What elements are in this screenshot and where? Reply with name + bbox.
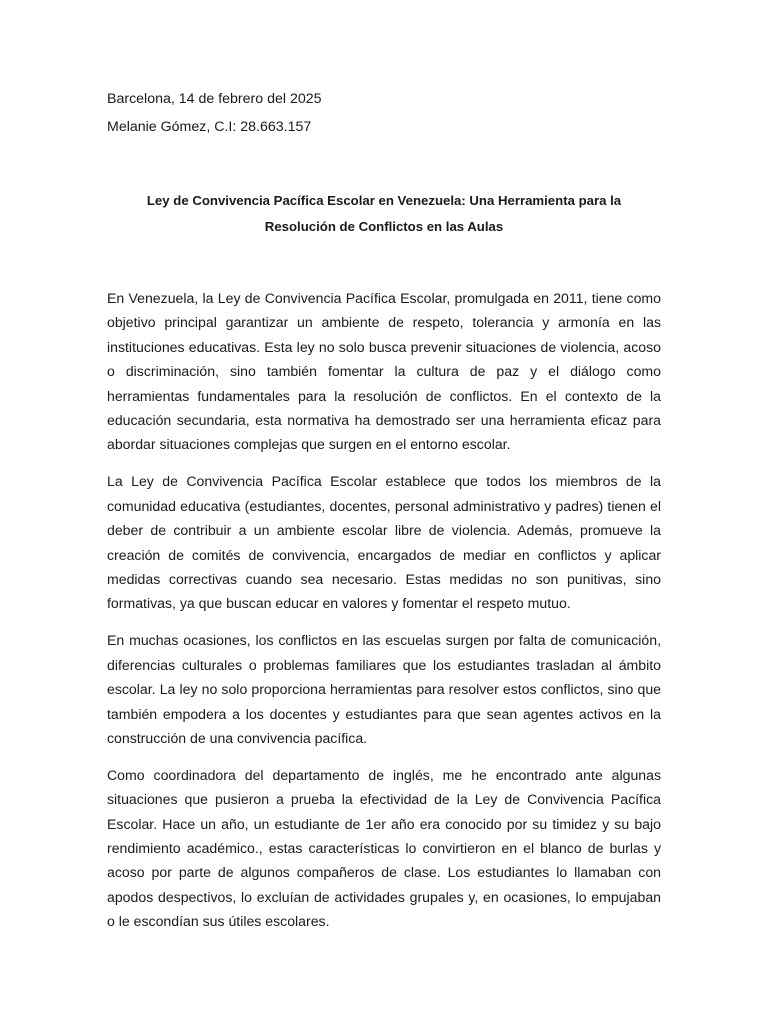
place-date: Barcelona, 14 de febrero del 2025 <box>107 91 322 107</box>
author-line: Melanie Gómez, C.I: 28.663.157 <box>107 119 312 135</box>
paragraph-2: La Ley de Convivencia Pacífica Escolar establece que todos los miembros de la comunidad educativa (estudiantes, docentes, personal administrativo y padres) tienen el deber de contribuir a un ambiente escolar libre de violencia. Además, promueve la creación de comités de convivencia, encargados de mediar en conflictos y aplicar medidas correctivas cuando sea necesario. Estas medidas no son punitivas, sino formativas, ya que buscan educar en valores y fomentar el respeto mutuo. <box>107 473 661 612</box>
document-title: Ley de Convivencia Pacífica Escolar en Venezuela: Una Herramienta para la Resolución de Conflictos en las Aulas <box>146 193 622 234</box>
document-body <box>107 286 661 934</box>
paragraph-3: En muchas ocasiones, los conflictos en las escuelas surgen por falta de comunicación, diferencias culturales o problemas familiares que los estudiantes trasladan al ámbito escolar. La ley no solo proporciona herramientas para resolver estos conflictos, sino que también empodera a los docentes y estudiantes para que sean agentes activos en la construcción de una convivencia pacífica. <box>107 632 661 746</box>
paragraph-1: En Venezuela, la Ley de Convivencia Pacífica Escolar, promulgada en 2011, tiene como objetivo principal garantizar un ambiente de respeto, tolerancia y armonía en las instituciones educativas. Esta ley no solo busca prevenir situaciones de violencia, acoso o discriminación, sino también fomentar la cultura de paz y el diálogo como herramientas fundamentales para la resolución de conflictos. En el contexto de la educación secundaria, esta normativa ha demostrado ser una herramienta eficaz para abordar situaciones complejas que surgen en el entorno escolar. <box>107 290 661 453</box>
paragraph-4: Como coordinadora del departamento de inglés, me he encontrado ante algunas situaciones que pusieron a prueba la efectividad de la Ley de Convivencia Pacífica Escolar. Hace un año, un estudiante de 1er año era conocido por su timidez y su bajo rendimiento académico., estas características lo convirtieron en el blanco de burlas y acoso por parte de algunos compañeros de clase. Los estudiantes lo llamaban con apodos despectivos, lo excluían de actividades grupales y, en ocasiones, lo empujaban o le escondían sus útiles escolares. <box>107 766 661 930</box>
